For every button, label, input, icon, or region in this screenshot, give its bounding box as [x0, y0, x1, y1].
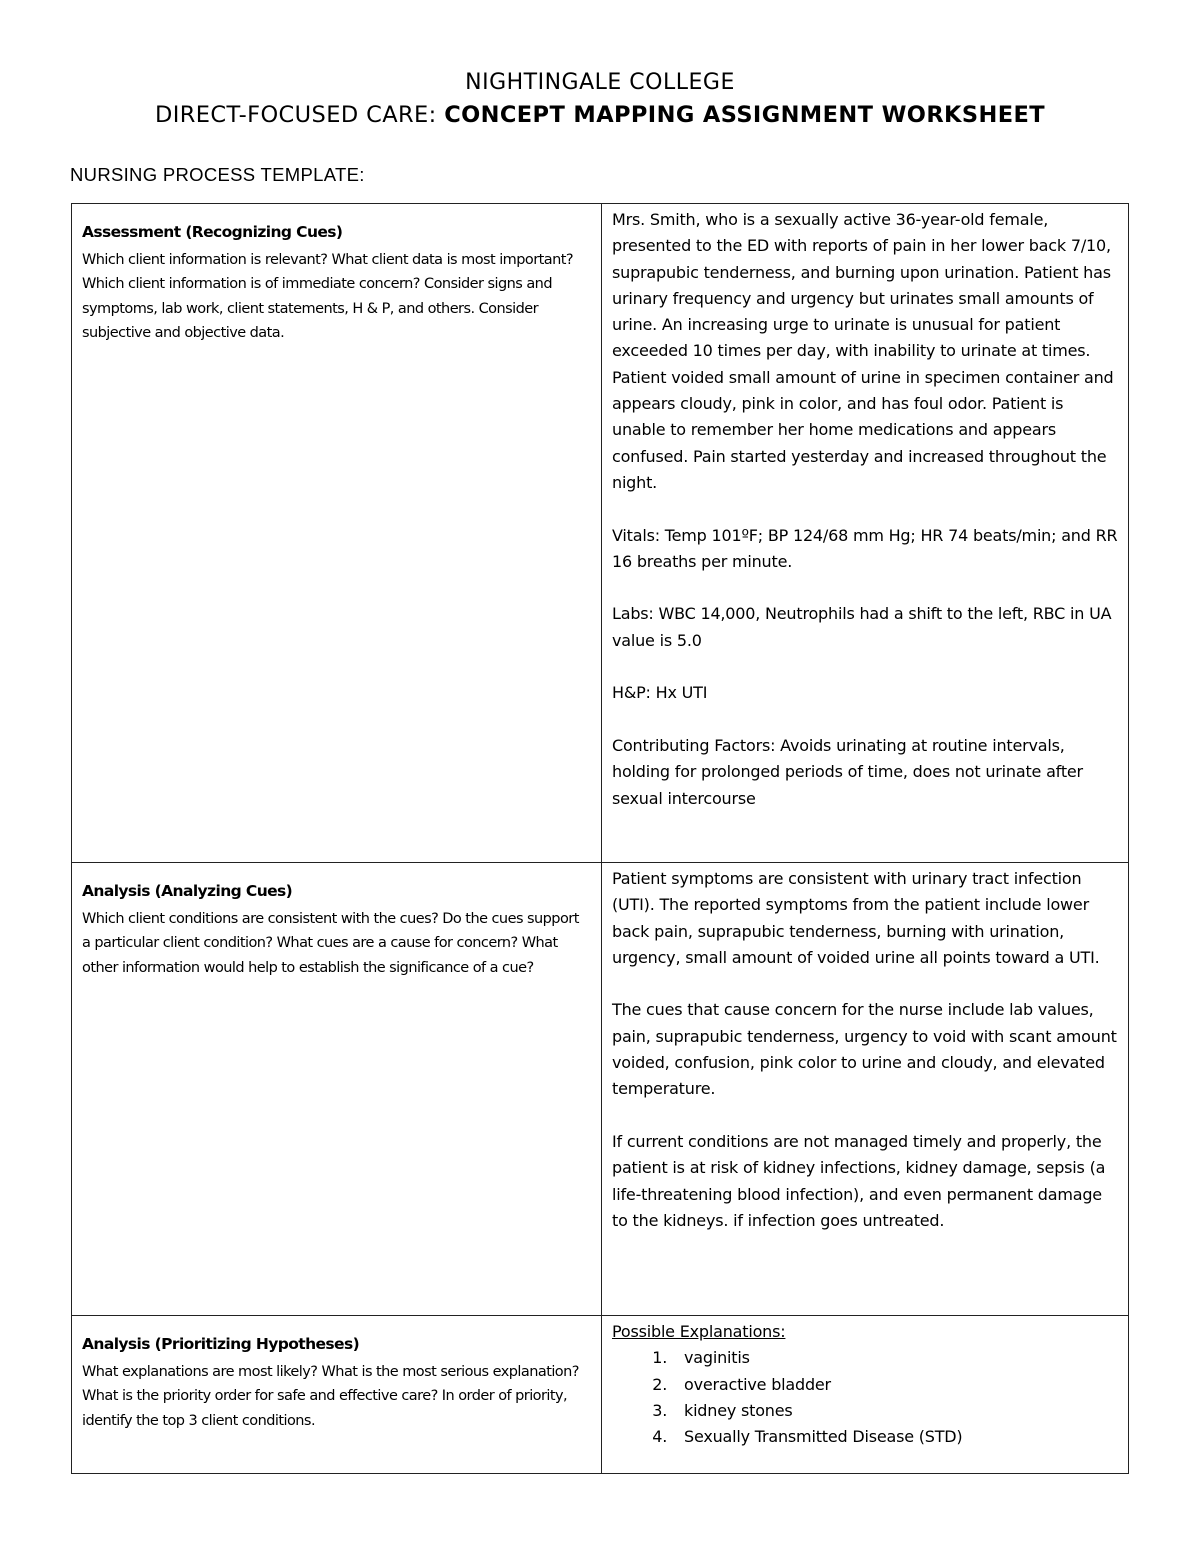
analyzing-prompt: Which client conditions are consistent with the cues? Do the cues support a particular client condition? What cues are a cause for concern? What other information would help to establish the significance of a cue? [82, 910, 579, 976]
analyzing-para-1: Patient symptoms are consistent with urinary tract infection (UTI). The reported symptoms from the patient include lower back pain, suprapubic tenderness, burning with urination, urgency, small amount of voided urine all points toward a UTI. [612, 869, 1100, 967]
prioritizing-prompt-cell [72, 1316, 602, 1474]
worksheet-title [0, 102, 1200, 128]
assessment-prompt: Which client information is relevant? What client data is most important? Which client information is of immediate concern? Consider signs and symptoms, lab work, client statements, H & P, and others. Consider subjective and objective data. [82, 251, 574, 341]
assessment-labs: Labs: WBC 14,000, Neutrophils had a shift to the left, RBC in UA value is 5.0 [612, 604, 1112, 650]
analyzing-para-3: If current conditions are not managed timely and properly, the patient is at risk of kidney infections, kidney damage, sepsis (a life-threatening blood infection), and even permanent damage to the kidneys. if infection goes untreated. [612, 1131, 1106, 1230]
assessment-factors: Contributing Factors: Avoids urinating at routine intervals, holding for prolonged periods of time, does not urinate after sexual intercourse [612, 735, 1083, 808]
possible-explanations-title: Possible Explanations: [612, 1322, 786, 1341]
template-label: NURSING PROCESS TEMPLATE: [70, 164, 365, 185]
assessment-narrative: Mrs. Smith, who is a sexually active 36-year-old female, presented to the ED with reports of pain in her lower back 7/10, suprapubic tenderness, and burning upon urination. Patient has urinary frequency and urgency but urinates small amounts of urine. An increasing urge to urinate is unusual for patient exceeded 10 times per day, with inability to urinate at times. Patient voided small amount of urine in specimen container and appears cloudy, pink in color, and has foul odor. Patient is unable to remember her home medications and appears confused. Pain started yesterday and increased throughout the night. [612, 210, 1114, 492]
worksheet-title-prefix: DIRECT-FOCUSED CARE: [154, 102, 445, 128]
list-item: 1. vaginitis [672, 1345, 1118, 1371]
explanations-list [612, 1345, 1118, 1450]
prioritizing-response-cell [602, 1316, 1129, 1474]
worksheet-title-bold: CONCEPT MAPPING ASSIGNMENT WORKSHEET [444, 102, 1045, 128]
assessment-row [72, 204, 1129, 863]
nursing-process-table [71, 203, 1129, 1474]
assessment-hp: H&P: Hx UTI [612, 683, 708, 703]
list-item: 3. kidney stones [672, 1398, 1118, 1424]
college-name: NIGHTINGALE COLLEGE [465, 70, 735, 95]
assessment-prompt-cell [72, 204, 602, 863]
list-item: 2. overactive bladder [672, 1372, 1118, 1398]
analyzing-heading: Analysis (Analyzing Cues) [82, 882, 293, 900]
analyzing-row [72, 863, 1129, 1316]
analyzing-para-2: The cues that cause concern for the nurse include lab values, pain, suprapubic tenderness, urgency to void with scant amount voided, confusion, pink color to urine and cloudy, and elevated temperature. [612, 1000, 1117, 1099]
assessment-heading: Assessment (Recognizing Cues) [82, 223, 343, 241]
prioritizing-heading: Analysis (Prioritizing Hypotheses) [82, 1335, 360, 1353]
prioritizing-row [72, 1316, 1129, 1474]
analyzing-prompt-cell [72, 863, 602, 1316]
list-item: 4. Sexually Transmitted Disease (STD) [672, 1424, 1118, 1450]
prioritizing-prompt: What explanations are most likely? What is the most serious explanation? What is the priority order for safe and effective care? In order of priority, identify the top 3 client conditions. [82, 1363, 579, 1429]
analyzing-response-cell [602, 863, 1129, 1316]
assessment-vitals: Vitals: Temp 101ºF; BP 124/68 mm Hg; HR 74 beats/min; and RR 16 breaths per minute. [612, 525, 1118, 571]
assessment-response-cell [602, 204, 1129, 863]
